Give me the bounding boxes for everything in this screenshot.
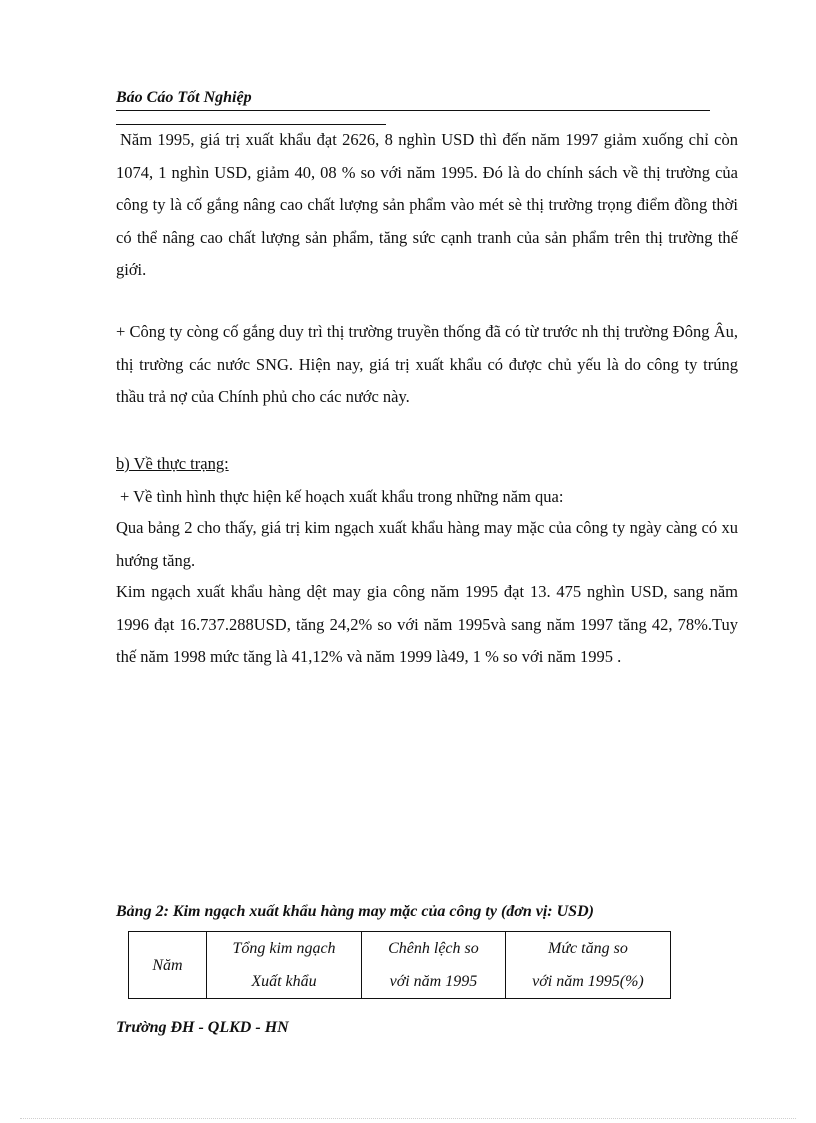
- page-bottom-border: [20, 1118, 796, 1119]
- paragraph-table-intro: Qua bảng 2 cho thấy, giá trị kim ngạch xuất khẩu hàng may mặc của công ty ngày càng có xu hướng tăng.: [116, 518, 738, 570]
- section-heading-status: b) Về thực trạng:: [116, 454, 229, 473]
- header-year: Năm: [129, 932, 207, 999]
- export-turnover-table: [128, 931, 671, 999]
- header-total-export: Tổng kim ngạch Xuất khẩu: [207, 932, 362, 999]
- paragraph-growth-figures: Kim ngạch xuất khẩu hàng dệt may gia công năm 1995 đạt 13. 475 nghìn USD, sang năm 1996 đạt 16.737.288USD, tăng 24,2% so với năm 1995và sang năm 1997 tăng 42, 78%.Tuy thế năm 1998 mức tăng là 41,12% và năm 1999 là49, 1 % so với năm 1995 .: [116, 582, 738, 666]
- page-footer: Trường ĐH - QLKD - HN: [116, 1019, 289, 1036]
- paragraph-traditional-markets: + Công ty còng cố gắng duy trì thị trường truyền thống đã có từ trước nh thị trường Đông Âu, thị trường các nước SNG. Hiện nay, giá trị xuất khẩu có được chủ yếu là do công ty trúng thầu trả nợ của Chính phủ cho các nước này.: [116, 322, 738, 406]
- table-header-row: [129, 932, 671, 999]
- table-caption: Bảng 2: Kim ngạch xuất khẩu hàng may mặc của công ty (đơn vị: USD): [116, 903, 594, 920]
- header-growth-rate: Mức tăng so với năm 1995(%): [505, 932, 670, 999]
- paragraph-plan-implementation: + Về tình hình thực hiện kế hoạch xuất khẩu trong những năm qua:: [120, 487, 564, 506]
- report-header: Báo Cáo Tốt Nghiệp: [116, 88, 710, 111]
- paragraph-export-1995-1997: Năm 1995, giá trị xuất khẩu đạt 2626, 8 nghìn USD thì đến năm 1997 giảm xuống chỉ còn 1074, 1 nghìn USD, giảm 40, 08 % so với năm 1995. Đó là do chính sách về thị trường của công ty là cố gắng nâng cao chất lượng sản phẩm vào mét sè thị trường trọng điểm đồng thời có thể nâng cao chất lượng sản phẩm, tăng sức cạnh tranh của sản phẩm trên thị trường thế giới.: [116, 130, 738, 279]
- header-difference: Chênh lệch so với năm 1995: [362, 932, 506, 999]
